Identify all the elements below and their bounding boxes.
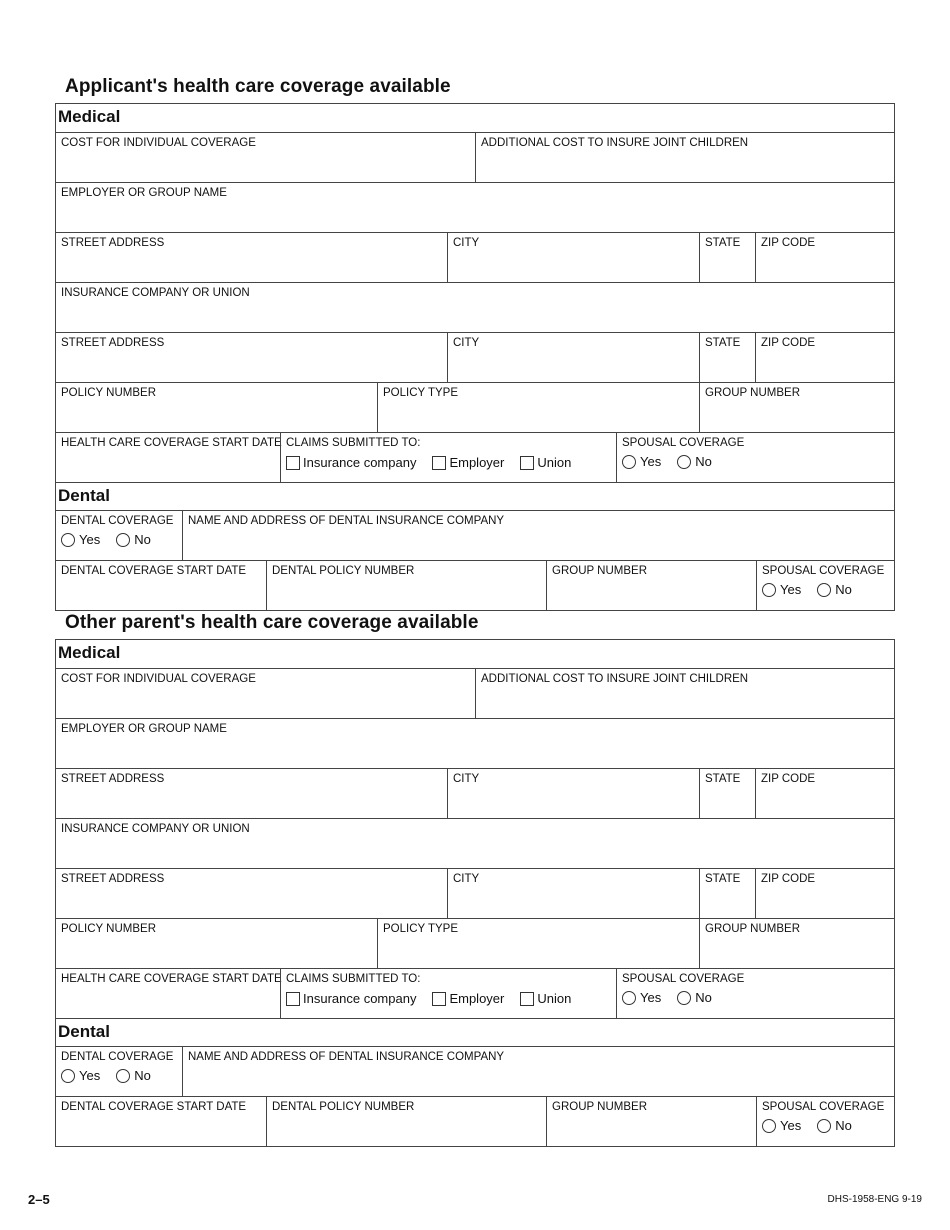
employer-street-field[interactable]	[56, 233, 447, 282]
dental-company-label: NAME AND ADDRESS OF DENTAL INSURANCE COMPANY	[188, 1051, 505, 1063]
insurance-row	[56, 818, 894, 868]
dental-group-number-label: GROUP NUMBER	[552, 1101, 647, 1113]
employer-name-field[interactable]	[56, 183, 894, 232]
claims-field	[280, 969, 616, 1018]
dental-start-date-label: DENTAL COVERAGE START DATE	[61, 565, 247, 577]
checkbox-icon[interactable]	[286, 992, 300, 1006]
dental-spousal-no-option[interactable]: No	[817, 582, 852, 597]
dental-coverage-field	[56, 1047, 182, 1096]
cost-row	[56, 132, 894, 182]
claims-option-insurance[interactable]: Insurance company	[286, 991, 416, 1006]
spousal-label: SPOUSAL COVERAGE	[622, 973, 745, 985]
form-id: DHS-1958-ENG 9-19	[827, 1194, 922, 1205]
group-number-field[interactable]	[699, 383, 894, 432]
insurance-company-label: INSURANCE COMPANY OR UNION	[61, 823, 250, 835]
medical-heading: Medical	[58, 643, 121, 662]
dental-header-row	[56, 482, 894, 510]
cost-row	[56, 668, 894, 718]
employer-zip-field[interactable]	[755, 233, 894, 282]
section-title-applicant: Applicant's health care coverage available	[65, 76, 451, 97]
insurance-company-field[interactable]	[56, 283, 894, 332]
checkbox-icon[interactable]	[286, 456, 300, 470]
radio-icon[interactable]	[817, 583, 831, 597]
dental-yes-option[interactable]: Yes	[61, 1068, 100, 1083]
claims-label: CLAIMS SUBMITTED TO:	[286, 973, 421, 985]
coverage-start-date-field[interactable]	[56, 969, 280, 1018]
street-label: STREET ADDRESS	[61, 873, 165, 885]
dental-policy-number-field[interactable]	[266, 561, 546, 610]
additional-cost-label: ADDITIONAL COST TO INSURE JOINT CHILDREN	[481, 673, 749, 685]
employer-state-field[interactable]	[699, 769, 755, 818]
radio-icon[interactable]	[622, 991, 636, 1005]
spousal-label: SPOUSAL COVERAGE	[622, 437, 745, 449]
group-number-label: GROUP NUMBER	[705, 387, 800, 399]
cost-individual-field[interactable]	[56, 669, 475, 718]
claims-option-union[interactable]: Union	[520, 991, 571, 1006]
applicant-coverage-form	[55, 103, 895, 611]
radio-icon[interactable]	[116, 533, 130, 547]
insurance-zip-field[interactable]	[755, 869, 894, 918]
claims-label: CLAIMS SUBMITTED TO:	[286, 437, 421, 449]
policy-number-field[interactable]	[56, 919, 377, 968]
insurance-street-field[interactable]	[56, 869, 447, 918]
policy-type-label: POLICY TYPE	[383, 923, 458, 935]
dental-coverage-label: DENTAL COVERAGE	[61, 515, 174, 527]
group-number-field[interactable]	[699, 919, 894, 968]
claims-field	[280, 433, 616, 482]
cost-individual-label: COST FOR INDIVIDUAL COVERAGE	[61, 673, 256, 685]
dental-header-row	[56, 1018, 894, 1046]
dental-spousal-label: SPOUSAL COVERAGE	[762, 1101, 885, 1113]
city-label: CITY	[453, 773, 480, 785]
claims-option-employer[interactable]: Employer	[432, 991, 504, 1006]
checkbox-icon[interactable]	[432, 992, 446, 1006]
radio-icon[interactable]	[116, 1069, 130, 1083]
checkbox-icon[interactable]	[520, 456, 534, 470]
street-label: STREET ADDRESS	[61, 237, 165, 249]
radio-icon[interactable]	[61, 1069, 75, 1083]
spousal-yes-option[interactable]: Yes	[622, 454, 661, 469]
dental-coverage-label: DENTAL COVERAGE	[61, 1051, 174, 1063]
radio-icon[interactable]	[622, 455, 636, 469]
dental-spousal-yes-option[interactable]: Yes	[762, 582, 801, 597]
dental-spousal-yes-option[interactable]: Yes	[762, 1118, 801, 1133]
radio-icon[interactable]	[762, 1119, 776, 1133]
policy-row	[56, 918, 894, 968]
claims-option-employer[interactable]: Employer	[432, 455, 504, 470]
insurance-address-row	[56, 868, 894, 918]
start-date-label: HEALTH CARE COVERAGE START DATE	[61, 973, 282, 985]
policy-type-field[interactable]	[377, 919, 699, 968]
section-title-other-parent: Other parent's health care coverage available	[65, 612, 479, 633]
dental-company-field[interactable]	[182, 1047, 894, 1096]
dental-start-date-label: DENTAL COVERAGE START DATE	[61, 1101, 247, 1113]
employer-name-label: EMPLOYER OR GROUP NAME	[61, 723, 227, 735]
spousal-no-option[interactable]: No	[677, 990, 712, 1005]
dental-policy-number-field[interactable]	[266, 1097, 546, 1146]
dental-policy-row	[56, 1096, 894, 1146]
dental-coverage-row	[56, 1046, 894, 1096]
additional-cost-field[interactable]	[475, 669, 894, 718]
dental-group-number-field[interactable]	[546, 1097, 756, 1146]
additional-cost-field[interactable]	[475, 133, 894, 182]
policy-type-label: POLICY TYPE	[383, 387, 458, 399]
spousal-coverage-field	[616, 433, 894, 482]
insurance-zip-field[interactable]	[755, 333, 894, 382]
dental-company-field[interactable]	[182, 511, 894, 560]
spousal-coverage-field	[616, 969, 894, 1018]
zip-label: ZIP CODE	[761, 237, 816, 249]
dental-policy-row	[56, 560, 894, 610]
claims-option-union[interactable]: Union	[520, 455, 571, 470]
dental-coverage-row	[56, 510, 894, 560]
dental-policy-number-label: DENTAL POLICY NUMBER	[272, 565, 415, 577]
state-label: STATE	[705, 237, 741, 249]
state-label: STATE	[705, 773, 741, 785]
insurance-state-field[interactable]	[699, 333, 755, 382]
policy-number-field[interactable]	[56, 383, 377, 432]
coverage-start-date-field[interactable]	[56, 433, 280, 482]
insurance-row	[56, 282, 894, 332]
state-label: STATE	[705, 337, 741, 349]
employer-state-field[interactable]	[699, 233, 755, 282]
other-parent-coverage-form	[55, 639, 895, 1147]
insurance-company-field[interactable]	[56, 819, 894, 868]
employer-city-field[interactable]	[447, 233, 699, 282]
dental-spousal-label: SPOUSAL COVERAGE	[762, 565, 885, 577]
dental-group-number-label: GROUP NUMBER	[552, 565, 647, 577]
radio-icon[interactable]	[677, 455, 691, 469]
dental-group-number-field[interactable]	[546, 561, 756, 610]
checkbox-icon[interactable]	[520, 992, 534, 1006]
employer-address-row	[56, 768, 894, 818]
dental-yes-option[interactable]: Yes	[61, 532, 100, 547]
cost-individual-field[interactable]	[56, 133, 475, 182]
insurance-city-field[interactable]	[447, 333, 699, 382]
zip-label: ZIP CODE	[761, 873, 816, 885]
policy-number-label: POLICY NUMBER	[61, 923, 157, 935]
medical-header-row	[56, 104, 894, 132]
radio-icon[interactable]	[61, 533, 75, 547]
spousal-no-option[interactable]: No	[677, 454, 712, 469]
street-label: STREET ADDRESS	[61, 773, 165, 785]
policy-row	[56, 382, 894, 432]
zip-label: ZIP CODE	[761, 337, 816, 349]
medical-heading: Medical	[58, 107, 121, 126]
cost-individual-label: COST FOR INDIVIDUAL COVERAGE	[61, 137, 256, 149]
employer-zip-field[interactable]	[755, 769, 894, 818]
dental-spousal-field	[756, 1097, 894, 1146]
start-date-label: HEALTH CARE COVERAGE START DATE	[61, 437, 282, 449]
city-label: CITY	[453, 237, 480, 249]
dental-spousal-no-option[interactable]: No	[817, 1118, 852, 1133]
dental-start-date-field[interactable]	[56, 1097, 266, 1146]
spousal-yes-option[interactable]: Yes	[622, 990, 661, 1005]
street-label: STREET ADDRESS	[61, 337, 165, 349]
dental-start-date-field[interactable]	[56, 561, 266, 610]
claims-row	[56, 968, 894, 1018]
medical-header-row	[56, 640, 894, 668]
dental-policy-number-label: DENTAL POLICY NUMBER	[272, 1101, 415, 1113]
city-label: CITY	[453, 337, 480, 349]
policy-type-field[interactable]	[377, 383, 699, 432]
insurance-street-field[interactable]	[56, 333, 447, 382]
dental-no-option[interactable]: No	[116, 1068, 151, 1083]
insurance-company-label: INSURANCE COMPANY OR UNION	[61, 287, 250, 299]
insurance-state-field[interactable]	[699, 869, 755, 918]
claims-option-insurance[interactable]: Insurance company	[286, 455, 416, 470]
dental-coverage-field	[56, 511, 182, 560]
dental-heading: Dental	[58, 1022, 110, 1041]
dental-no-option[interactable]: No	[116, 532, 151, 547]
dental-heading: Dental	[58, 486, 110, 505]
dental-spousal-field	[756, 561, 894, 610]
employer-address-row	[56, 232, 894, 282]
employer-name-field[interactable]	[56, 719, 894, 768]
group-number-label: GROUP NUMBER	[705, 923, 800, 935]
radio-icon[interactable]	[762, 583, 776, 597]
employer-row	[56, 718, 894, 768]
employer-city-field[interactable]	[447, 769, 699, 818]
radio-icon[interactable]	[817, 1119, 831, 1133]
checkbox-icon[interactable]	[432, 456, 446, 470]
city-label: CITY	[453, 873, 480, 885]
employer-street-field[interactable]	[56, 769, 447, 818]
zip-label: ZIP CODE	[761, 773, 816, 785]
claims-row	[56, 432, 894, 482]
insurance-city-field[interactable]	[447, 869, 699, 918]
additional-cost-label: ADDITIONAL COST TO INSURE JOINT CHILDREN	[481, 137, 749, 149]
employer-row	[56, 182, 894, 232]
radio-icon[interactable]	[677, 991, 691, 1005]
insurance-address-row	[56, 332, 894, 382]
employer-name-label: EMPLOYER OR GROUP NAME	[61, 187, 227, 199]
policy-number-label: POLICY NUMBER	[61, 387, 157, 399]
dental-company-label: NAME AND ADDRESS OF DENTAL INSURANCE COMPANY	[188, 515, 505, 527]
page-number: 2–5	[28, 1192, 50, 1207]
state-label: STATE	[705, 873, 741, 885]
